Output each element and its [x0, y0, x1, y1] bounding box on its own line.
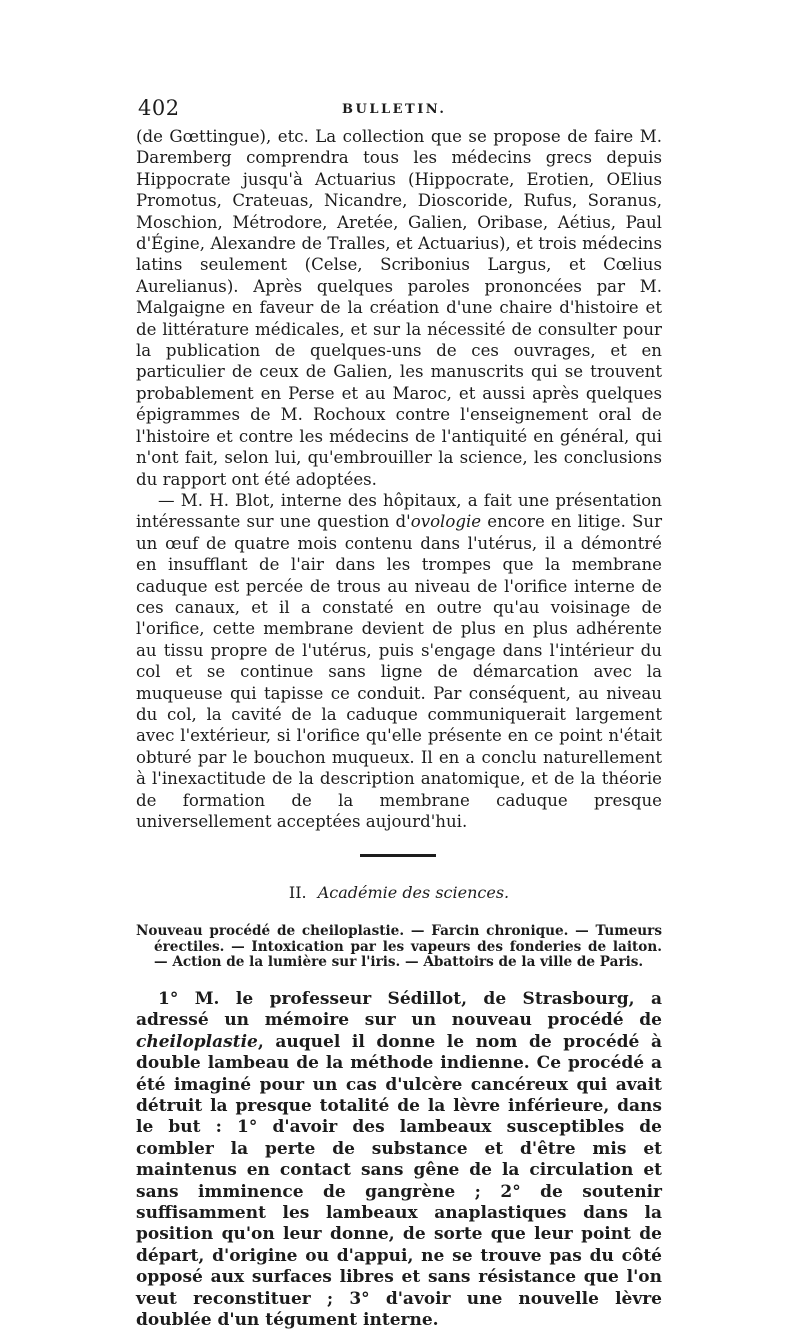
running-title: BULLETIN.	[342, 102, 447, 117]
book-page	[136, 96, 662, 1331]
section-heading	[136, 883, 662, 902]
paragraph	[136, 989, 662, 1331]
paragraph-text: — M. H. Blot, interne des hôpitaux, a fait une présentation intéressante sur une question d'	[136, 490, 662, 532]
section-number: II.	[288, 883, 307, 903]
section-title: Académie des sciences.	[317, 883, 510, 903]
paragraph-text: , auquel il donne le nom de procédé à double lambeau de la méthode indienne. Ce procédé a été imaginé pour un cas d'ulcère cancéreux qui avait détruit la presque totalité de la lèvre inférieure, dans le but : 1° d'avoir des lambeaux susceptibles de combler la perte de substance et d'être mis et maintenus en contact sans gêne de la circulation et sans imminence de gangrène ; 2° de soutenir suffisamment les lambeaux anaplastiques dans la position qu'on leur donne, de sorte que leur point de départ, d'origine ou d'appui, ne se trouve pas du côté opposé aux surfaces libres et sans résistance que l'on veut reconstituer ; 3° d'avoir une nouvelle lèvre doublée d'un tégument interne.	[136, 1031, 662, 1330]
main-text	[136, 126, 662, 832]
italic-term: ovologie	[410, 512, 482, 532]
section-body	[136, 989, 662, 1331]
section-divider	[360, 854, 436, 857]
paragraph-text: 1° M. le professeur Sédillot, de Strasbourg, a adressé un mémoire sur un nouveau procédé de	[136, 988, 662, 1031]
paragraph: (de Gœttingue), etc. La collection que se propose de faire M. Daremberg comprendra tous les médecins grecs depuis Hippocrate jusqu'à Actuarius (Hippocrate, Erotien, OElius Promotus, Crateuas, Nicandre, Dioscoride, Rufus, Soranus, Moschion, Métrodore, Aretée, Galien, Oribase, Aétius, Paul d'Égine, Alexandre de Tralles, et Actuarius), et trois médecins latins seulement (Celse, Scribonius Largus, et Cœlius Aurelianus). Après quelques paroles prononcées par M. Malgaigne en faveur de la création d'une chaire d'histoire et de littérature médicales, et sur la nécessité de consulter pour la publication de quelques-uns de ces ouvrages, et en particulier de ceux de Galien, les manuscrits qui se trouvent probablement en Perse et au Maroc, et aussi après quelques épigrammes de M. Rochoux contre l'enseignement oral de l'histoire et contre les médecins de l'antiquité en général, qui n'ont fait, selon lui, qu'embrouiller la science, les conclusions du rapport ont été adoptées.	[136, 127, 662, 489]
paragraph-text: encore en litige. Sur un œuf de quatre mois contenu dans l'utérus, il a démontré en insufflant de l'air dans les trompes que la membrane caduque est percée de trous au niveau de l'orifice interne de ces canaux, et il a constaté en outre qu'au voisinage de l'orifice, cette membrane devient de plus en plus adhérente au tissu propre de l'utérus, puis s'engage dans l'intérieur du col et se continue sans ligne de démarcation avec la muqueuse qui tapisse ce conduit. Par conséquent, au niveau du col, la cavité de la caduque communiquerait largement avec l'extérieur, si l'orifice qu'elle présente en ce point n'était obturé par le bouchon muqueux. Il en a conclu naturellement à l'inexactitude de la description anatomique, et de la théorie de formation de la membrane caduque presque universellement acceptées aujourd'hui.	[136, 512, 662, 831]
paragraph	[136, 490, 662, 833]
page-number: 402	[138, 96, 180, 120]
italic-term: cheiloplastie	[136, 1031, 258, 1052]
section-summary: Nouveau procédé de cheiloplastie. — Farcin chronique. — Tumeurs érectiles. — Intoxication par les vapeurs des fonderies de laiton. — Action de la lumière sur l'iris. — Abattoirs de la ville de Paris.	[136, 923, 662, 971]
running-header	[136, 96, 662, 126]
